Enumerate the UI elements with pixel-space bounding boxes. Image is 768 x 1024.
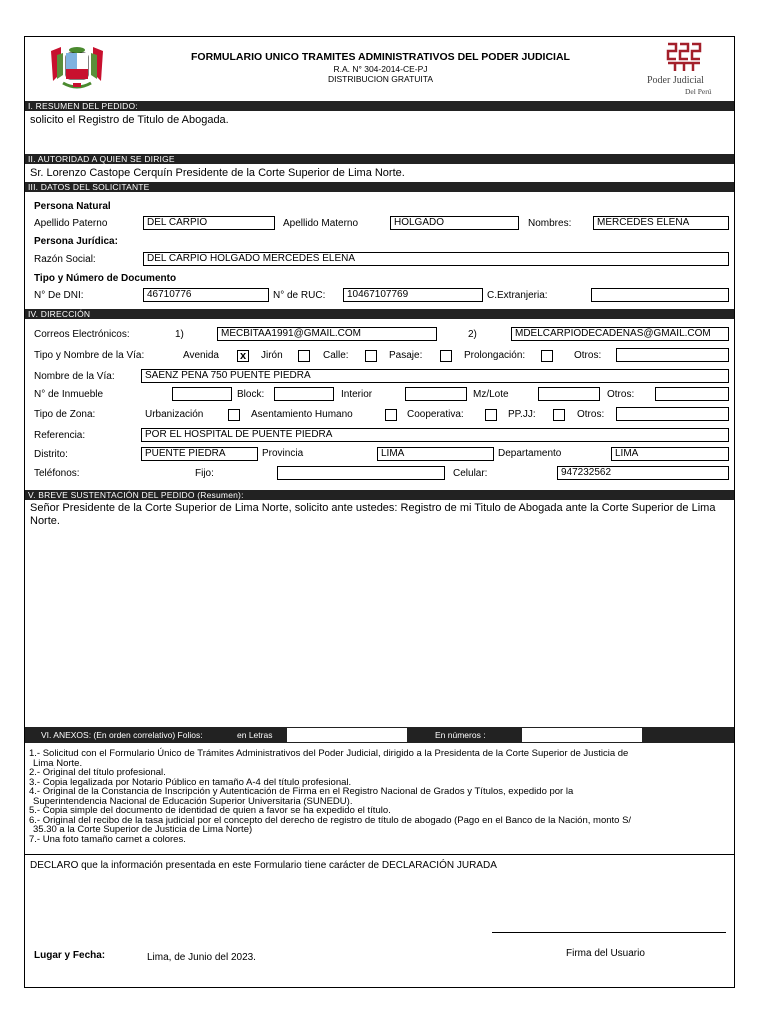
jiron-checkbox[interactable] xyxy=(298,350,310,362)
pasaje-checkbox[interactable] xyxy=(440,350,452,362)
zona-otros-field[interactable] xyxy=(616,407,729,421)
nombres-label: Nombres: xyxy=(528,218,572,229)
apellido-paterno-label: Apellido Paterno xyxy=(34,218,108,229)
inmueble-label: N° de Inmueble xyxy=(34,389,104,400)
zona-otros-label: Otros: xyxy=(577,409,605,420)
provincia-field[interactable]: LIMA xyxy=(377,447,494,461)
form-container xyxy=(24,36,735,988)
dni-field[interactable]: 46710776 xyxy=(143,288,269,302)
section-solicitante-header: III. DATOS DEL SOLICITANTE xyxy=(25,182,734,192)
prolongacion-checkbox[interactable] xyxy=(541,350,553,362)
distrito-field[interactable]: PUENTE PIEDRA xyxy=(141,447,258,461)
urbanizacion-checkbox[interactable] xyxy=(228,409,240,421)
departamento-label: Departamento xyxy=(498,448,562,459)
calle-checkbox[interactable] xyxy=(365,350,377,362)
via-calle-label: Calle: xyxy=(323,350,349,361)
avenida-checkbox[interactable]: x xyxy=(237,350,249,362)
anexo-line: 35.30 a la Corte Superior de Justicia de Lima Norte) xyxy=(33,824,253,835)
anexo-line: 4.- Original de la Constancia de Inscripción y Autenticación de Firma en el Registro Nacional de Grados y Títulos, expedido por la xyxy=(29,786,574,797)
declaracion-text: DECLARO que la información presentada en este Formulario tiene carácter de DECLARACIÓN JURADA xyxy=(30,860,497,871)
inmueble-otros-label: Otros: xyxy=(607,389,635,400)
anexos-numeros-field[interactable] xyxy=(522,728,642,742)
zona-urbanizacion-label: Urbanización xyxy=(145,409,204,420)
form-title: FORMULARIO UNICO TRAMITES ADMINISTRATIVOS DEL PODER JUDICIAL xyxy=(191,51,570,63)
mz-lote-label: Mz/Lote xyxy=(473,389,509,400)
anexos-numeros-label: En números : xyxy=(435,730,486,740)
via-avenida-label: Avenida xyxy=(183,350,219,361)
carnet-extranjeria-field[interactable] xyxy=(591,288,729,302)
correo2-field[interactable]: MDELCARPIODECADENAS@GMAIL.COM xyxy=(511,327,729,341)
razon-social-field[interactable]: DEL CARPIO HOLGADO MERCEDES ELENA xyxy=(143,252,729,266)
resumen-text: solicito el Registro de Titulo de Abogada. xyxy=(30,114,229,126)
celular-field[interactable]: 947232562 xyxy=(557,466,729,480)
tipo-documento-label: Tipo y Número de Documento xyxy=(34,273,177,284)
razon-social-label: Razón Social: xyxy=(34,254,96,265)
correos-label: Correos Electrónicos: xyxy=(34,329,130,340)
via-jiron-label: Jirón xyxy=(261,350,283,361)
anexo-line: 7.- Una foto tamaño carnet a colores. xyxy=(29,833,186,845)
asentamiento-checkbox[interactable] xyxy=(385,409,397,421)
celular-label: Celular: xyxy=(453,468,488,479)
ra-number: R.A. N° 304-2014-CE-PJ xyxy=(333,64,428,74)
section-sustentacion-header: V. BREVE SUSTENTACIÓN DEL PEDIDO (Resumen): xyxy=(25,490,734,500)
poder-judicial-logo-icon xyxy=(665,41,703,73)
apellido-materno-field[interactable]: HOLGADO xyxy=(390,216,519,230)
persona-natural-label: Persona Natural xyxy=(34,201,111,212)
anexo-line: 6.- Original del recibo de la tasa judicial por el concepto del derecho de registro de título de abogado (Pago en el Banco de la Nación, monto S/ xyxy=(29,814,632,826)
departamento-field[interactable]: LIMA xyxy=(611,447,729,461)
lugar-fecha-label: Lugar y Fecha: xyxy=(34,950,106,961)
anexos-letras-label: en Letras xyxy=(237,730,273,740)
distrito-label: Distrito: xyxy=(34,449,68,460)
correo1-field[interactable]: MECBITAA1991@GMAIL.COM xyxy=(217,327,437,341)
apellido-paterno-field[interactable]: DEL CARPIO xyxy=(143,216,275,230)
interior-label: Interior xyxy=(341,389,373,400)
anexo-line: 1.- Solicitud con el Formulario Único de Trámites Administrativos del Poder Judicial, dirigido a la Presidenta de la Corte Superior de Justicia de xyxy=(29,748,629,759)
nombre-via-field[interactable]: SAENZ PEÑA 750 PUENTE PIEDRA xyxy=(141,369,729,383)
via-pasaje-label: Pasaje: xyxy=(389,350,423,361)
apellido-materno-label: Apellido Materno xyxy=(283,218,359,229)
tipo-zona-label: Tipo de Zona: xyxy=(34,409,96,420)
anexo-line: Superintendencia Nacional de Educación Superior Universitaria (SUNEDU). xyxy=(33,795,353,807)
mz-lote-field[interactable] xyxy=(538,387,600,401)
telefonos-label: Teléfonos: xyxy=(34,468,80,479)
ppjj-checkbox[interactable] xyxy=(553,409,565,421)
via-prolongacion-label: Prolongación: xyxy=(464,350,526,361)
declaration-divider xyxy=(25,854,734,855)
via-otros-field[interactable] xyxy=(616,348,729,362)
nombres-field[interactable]: MERCEDES ELENA xyxy=(593,216,729,230)
poder-judicial-name: Poder Judicial xyxy=(647,75,704,86)
referencia-field[interactable]: POR EL HOSPITAL DE PUENTE PIEDRA xyxy=(141,428,729,442)
inmueble-field[interactable] xyxy=(172,387,232,401)
fijo-field[interactable] xyxy=(277,466,445,480)
zona-asentamiento-label: Asentamiento Humano xyxy=(251,409,353,420)
dni-label: N° De DNI: xyxy=(34,290,84,301)
zona-cooperativa-label: Cooperativa: xyxy=(407,409,464,420)
anexo-line: 3.- Copia legalizada por Notario Público en tamaño A-4 del título profesional. xyxy=(29,776,352,788)
anexo-line: 2.- Original del título profesional. xyxy=(29,767,166,778)
block-field[interactable] xyxy=(274,387,334,401)
firma-label: Firma del Usuario xyxy=(566,948,645,959)
section-direccion-header: IV. DIRECCIÓN xyxy=(25,309,734,319)
fijo-label: Fijo: xyxy=(195,468,214,479)
anexos-title: VI. ANEXOS: (En orden correlativo) Folios: xyxy=(41,730,203,740)
zona-ppjj-label: PP.JJ: xyxy=(508,409,536,420)
interior-field[interactable] xyxy=(405,387,467,401)
nombre-via-label: Nombre de la Vía: xyxy=(34,371,115,382)
anexo-line: 5.- Copia simple del documento de identidad de quien a favor se ha expedido el título. xyxy=(29,805,391,816)
via-otros-label: Otros: xyxy=(574,350,602,361)
poder-judicial-country: Del Perú xyxy=(685,87,712,96)
anexos-list xyxy=(29,749,729,844)
lugar-fecha-value: Lima, de Junio del 2023. xyxy=(147,952,256,963)
section-autoridad-header: II. AUTORIDAD A QUIEN SE DIRIGE xyxy=(25,154,734,164)
ruc-label: N° de RUC: xyxy=(273,290,326,301)
correo2-number: 2) xyxy=(468,329,477,340)
autoridad-text: Sr. Lorenzo Castope Cerquín Presidente de la Corte Superior de Lima Norte. xyxy=(30,167,405,179)
signature-line xyxy=(492,932,726,933)
provincia-label: Provincia xyxy=(262,448,304,459)
sustentacion-text: Señor Presidente de la Corte Superior de Lima Norte, solicito ante ustedes: Registro de mi Titulo de Abogada ante la Corte Superior de Lima Norte. xyxy=(30,502,716,527)
section-resumen-header: I. RESUMEN DEL PEDIDO: xyxy=(25,101,734,111)
correo1-number: 1) xyxy=(175,329,184,340)
block-label: Block: xyxy=(237,389,265,400)
referencia-label: Referencia: xyxy=(34,430,86,441)
persona-juridica-label: Persona Jurídica: xyxy=(34,236,118,247)
carnet-extranjeria-label: C.Extranjeria: xyxy=(487,290,548,301)
cooperativa-checkbox[interactable] xyxy=(485,409,497,421)
tipo-via-label: Tipo y Nombre de la Vía: xyxy=(34,350,145,361)
distribution-note: DISTRIBUCION GRATUITA xyxy=(328,74,433,84)
inmueble-otros-field[interactable] xyxy=(655,387,729,401)
anexos-letras-field[interactable] xyxy=(287,728,407,742)
anexo-line: Lima Norte. xyxy=(33,757,83,769)
ruc-field[interactable]: 10467107769 xyxy=(343,288,483,302)
